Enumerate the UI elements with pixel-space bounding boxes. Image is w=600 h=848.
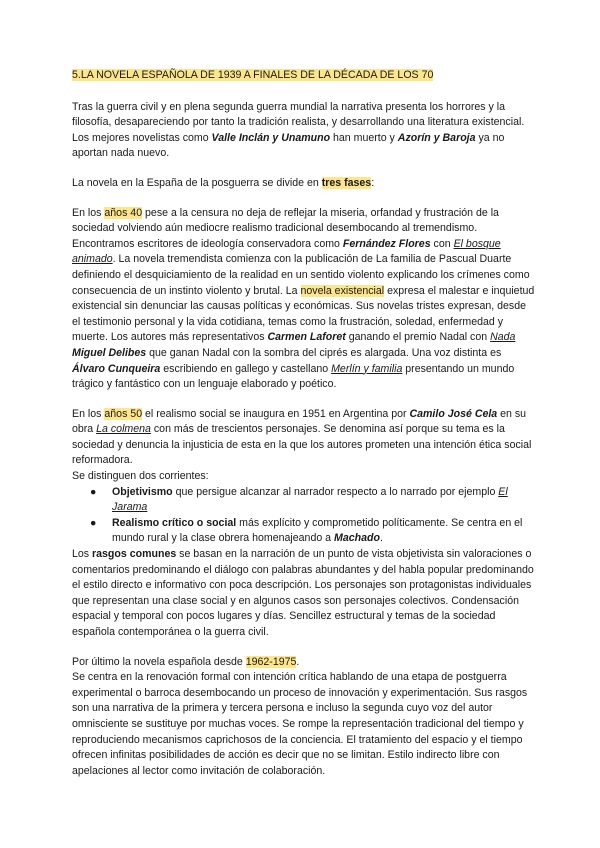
- author-name: Azorín y Baroja: [397, 131, 476, 144]
- phases-paragraph: La novela en la España de la posguerra se divide en tres fases:: [72, 176, 375, 189]
- bullet-icon: ●: [90, 485, 97, 498]
- work-title-link[interactable]: Merlín y familia: [331, 362, 403, 375]
- work-title-link[interactable]: El bosque animado: [72, 237, 501, 266]
- document-title: [72, 68, 536, 84]
- fifties-paragraph: En los años 50 el realismo social se inaugura en 1951 en Argentina por Camilo José Cela en su obra La colmena con más de trescientos personajes. Se denomina así porque su tema es la sociedad y denuncia la injusticia de esta en la que los autores prometen una intención ética social reformadora.: [72, 407, 532, 467]
- work-title-link[interactable]: Nada: [490, 331, 516, 344]
- author-name: Camilo José Cela: [409, 407, 498, 420]
- fifties-highlight: años 50: [104, 407, 143, 420]
- forties-highlight: años 40: [104, 206, 143, 219]
- common-traits-paragraph: Los rasgos comunes se basan en la narración de un punto de vista objetivista sin valoraciones o comentarios predominando el diálogo con palabras abundantes y del habla popular predominando el estilo directo e informativo con poca descripción. Los personajes son protagonistas individuales que representan una clase social y en algunos casos son personajes colectivos. Condensación espacial y temporal con pocos lugares y días. Sencillez estructural y temas de la sociedad española contemporánea o la guerra civil.: [72, 548, 534, 638]
- sixties-heading: Por último la novela española desde 1962-1975.: [72, 655, 300, 668]
- bullet-icon: ●: [90, 516, 97, 529]
- currents-intro: Se distinguen dos corrientes:: [72, 470, 209, 483]
- author-name: Fernández Flores: [342, 237, 431, 250]
- work-title-link[interactable]: La colmena: [96, 423, 151, 436]
- phases-highlight: tres fases: [321, 176, 372, 189]
- sixties-paragraph: Se centra en la renovación formal con intención crítica hablando de una etapa de postguerra experimental o barroca desembocando un proceso de innovación y experimentación. Sus rasgos son una narrativa de la primera y tercera persona e incluso la segunda cuyo voz del autor omnisciente se sustituye por muchas voces. Se rompe la representación tradicional del tiempo y reproduciendo mecanismos caprichosos de la conciencia. El tratamiento del espacio y el tiempo ofrecen infinitas posibilidades de acción es decir que no se limitan. Estilo indirecto libre con apelaciones al lector como invitación de colaboración.: [72, 671, 528, 777]
- forties-paragraph: En los años 40 pese a la censura no deja de reflejar la miseria, orfandad y frustración de la sociedad volviendo aún mediocre realismo tradicional desembocando al tremendismo. Encontramos escritores de ideología conservadora como Fernández Flores con El bosque animado. La novela tremendista comienza con la publicación de La familia de Pascual Duarte definiendo el desquiciamiento de la realidad en un sentido violento explicando los crímenes como consecuencia de un instinto violento y brutal. La novela existencial expresa el malestar e inquietud existencial sin denunciar las causas políticas y económicas. Sus novelas tristes expresan, desde el testimonio personal y la vida cotidiana, temas como la frustración, soledad, enfermedad y muerte. Los autores más representativos Carmen Laforet ganando el premio Nadal con Nada Miguel Delibes que ganan Nadal con la sombra del ciprés es alargada. Una voz distinta es Álvaro Cunqueira escribiendo en gallego y castellano Merlín y familia presentando un mundo trágico y fantástico con un lenguaje elaborado y poético.: [72, 206, 535, 391]
- list-item: ● Realismo crítico o social más explícito y comprometido políticamente. Se centra en el mundo rural y la clase obrera homenajeando a Machado.: [90, 516, 523, 545]
- author-name: Machado: [334, 532, 380, 545]
- fifties-section: [72, 407, 536, 641]
- sixties-section: [72, 655, 536, 780]
- sixties-highlight: 1962-1975: [245, 655, 297, 668]
- currents-list: [72, 485, 536, 547]
- author-name: Valle Inclán y Unamuno: [211, 131, 331, 144]
- current-label: Objetivismo: [112, 485, 173, 498]
- author-name: Álvaro Cunqueira: [72, 362, 161, 375]
- list-item: ● Objetivismo que persigue alcanzar al narrador respecto a lo narrado por ejemplo El Jarama: [90, 485, 508, 514]
- title-highlight: 5.LA NOVELA ESPAÑOLA DE 1939 A FINALES DE LA DÉCADA DE LOS 70: [72, 69, 434, 81]
- author-name: Miguel Delibes: [72, 346, 147, 359]
- work-title-link[interactable]: El Jarama: [112, 485, 508, 514]
- intro-paragraph: Tras la guerra civil y en plena segunda guerra mundial la narrativa presenta los horrores y la filosofía, desapareciendo por tanto la tradición realista, y desarrollando una literatura existencial. Los mejores novelistas como Valle Inclán y Unamuno han muerto y Azorín y Baroja ya no aportan nada nuevo.: [72, 100, 525, 160]
- author-name: Carmen Laforet: [267, 331, 346, 344]
- common-traits-label: rasgos comunes: [92, 548, 177, 561]
- existential-highlight: novela existencial: [300, 284, 385, 297]
- current-label: Realismo crítico o social: [112, 516, 237, 529]
